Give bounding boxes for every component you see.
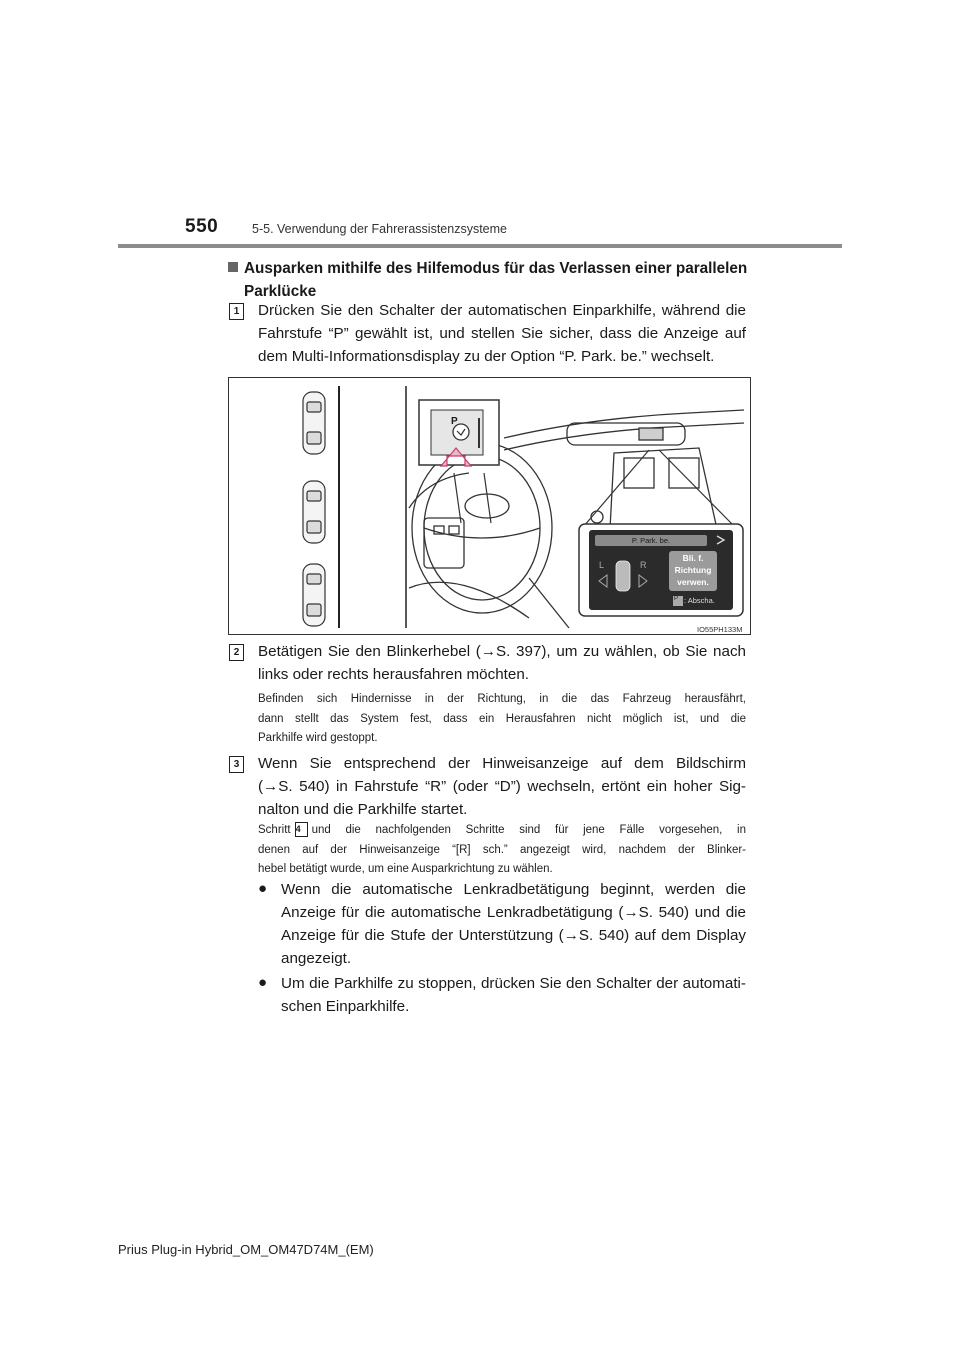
display-mode-label: P. Park. be. (631, 536, 671, 545)
note-line: hebel betätigt wurde, um eine Ausparkrichtung zu wählen. (258, 863, 553, 875)
step-1-text (258, 299, 746, 368)
heading-line-2: Parklücke (244, 283, 317, 300)
step-2-note (258, 690, 746, 749)
step-2-text (258, 640, 746, 686)
square-bullet-icon (228, 262, 238, 272)
step-badge-1: 1 (229, 303, 244, 320)
dashboard-illustration (229, 378, 750, 634)
step-2-line: links oder rechts herausfahren möchten. (258, 666, 529, 683)
display-message-line: Richtung (674, 565, 712, 575)
bullet-line: Anzeige für die Stufe der Unterstützung (→S. 540) auf dem Display (281, 927, 746, 944)
step-badge-4-inline: 4 (295, 822, 308, 837)
note-line (258, 821, 746, 841)
bullet-2-text (281, 972, 746, 1018)
step-badge-3: 3 (229, 756, 244, 773)
step-3-note (258, 821, 746, 880)
step-badge-2: 2 (229, 644, 244, 661)
step-1-line: Fahrstufe “P” gewählt ist, und stellen Sie sicher, dass die Anzeige auf (258, 325, 746, 342)
section-title: 5-5. Verwendung der Fahrerassistenzsysteme (252, 222, 507, 236)
display-message-line: Bli. f. (682, 553, 704, 563)
note-rest: und die nachfolgenden Schritte sind für jene Fälle vorgesehen, in (311, 824, 746, 836)
step-3-line: nalton und die Parkhilfe startet. (258, 801, 468, 818)
display-cancel-label: : Abscha. (684, 596, 715, 605)
bullet-line: Um die Parkhilfe zu stoppen, drücken Sie den Schalter der automati- (281, 975, 746, 992)
illustration-figure (228, 377, 751, 635)
step-1-line: dem Multi-Informationsdisplay zu der Option “P. Park. be.” wechselt. (258, 348, 715, 365)
bullet-line: Anzeige für die automatische Lenkradbetätigung (→S. 540) und die (281, 904, 746, 921)
step-2-line: Betätigen Sie den Blinkerhebel (→S. 397), um zu wählen, ob Sie nach (258, 643, 746, 660)
footer-document-id: Prius Plug-in Hybrid_OM_OM47D74M_(EM) (118, 1242, 374, 1257)
note-prefix: Schritt (258, 824, 291, 836)
page-number: 550 (185, 216, 219, 237)
bullet-line: angezeigt. (281, 950, 352, 967)
display-message (669, 552, 717, 588)
note-line: Parkhilfe wird gestoppt. (258, 732, 378, 744)
header-rule (118, 244, 842, 248)
step-1-line: Drücken Sie den Schalter der automatischen Einparkhilfe, während die (258, 302, 746, 319)
figure-code: IO55PH133M (697, 625, 743, 634)
step-3-line: (→S. 540) in Fahrstufe “R” (oder “D”) wechseln, ertönt ein hoher Sig- (258, 778, 746, 795)
step-3-line: Wenn Sie entsprechend der Hinweisanzeige auf dem Bildschirm (258, 755, 746, 772)
display-left-label: L (599, 560, 605, 570)
display-message-line: verwen. (677, 577, 709, 587)
bullet-line: schen Einparkhilfe. (281, 998, 410, 1015)
note-line: Befinden sich Hindernisse in der Richtung, in die das Fahrzeug herausfährt, (258, 693, 746, 705)
bullet-icon: ● (258, 974, 268, 991)
display-p-icon: P (674, 596, 679, 602)
heading-line-1: Ausparken mithilfe des Hilfemodus für das Verlassen einer parallelen (244, 260, 748, 277)
note-line: dann stellt das System fest, dass ein Herausfahren nicht möglich ist, und die (258, 712, 746, 725)
display-right-label: R (640, 560, 647, 570)
bullet-1-text (281, 878, 746, 970)
switch-p-label: P (451, 416, 458, 427)
bullet-line: Wenn die automatische Lenkradbetätigung beginnt, werden die (281, 881, 746, 898)
note-line: denen auf der Hinweisanzeige “[R] sch.” angezeigt wird, nachdem der Blinker- (258, 843, 746, 856)
step-3-text (258, 752, 746, 821)
subsection-heading (228, 257, 748, 303)
bullet-icon: ● (258, 880, 268, 897)
